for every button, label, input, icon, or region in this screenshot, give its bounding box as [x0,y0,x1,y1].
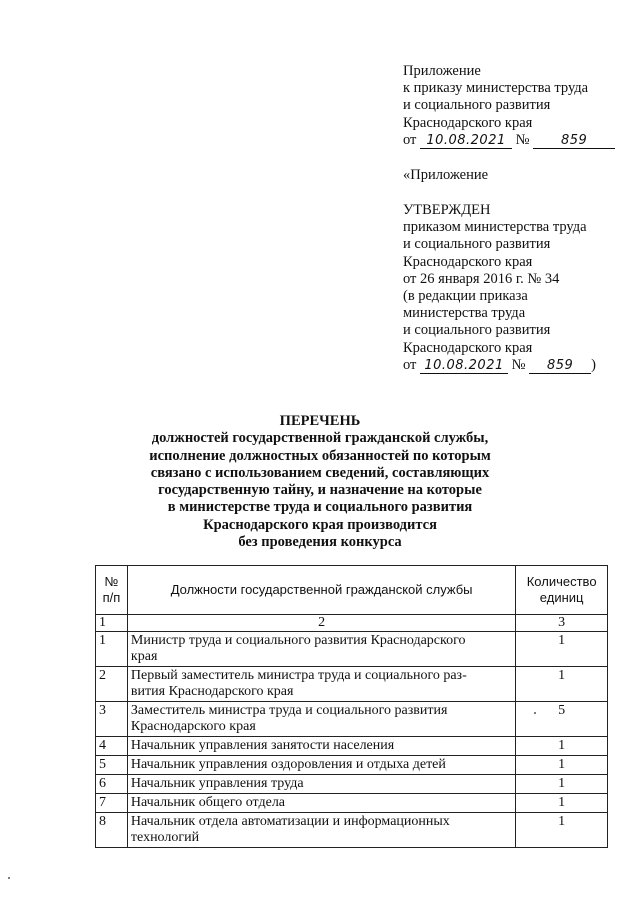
scan-speck [534,712,536,714]
appendix-header [403,63,615,149]
handwritten-date: 10.08.2021 [420,134,512,149]
header-num [96,566,128,615]
row-position [127,702,515,737]
row-qty: 1 [516,813,608,848]
row-qty: 1 [516,667,608,702]
table-row [96,756,608,775]
table-row [96,813,608,848]
row-num: 1 [96,632,128,667]
row-position: Начальник управления занятости населения [127,737,515,756]
position-text: вития Краснодарского края [130,684,294,699]
title-line: без проведения конкурса [238,534,402,551]
title-line: должностей государственной гражданской службы, [151,430,489,447]
title-line: Краснодарского края производится [203,516,437,533]
appendix-line: и социального развития [403,97,551,114]
appendix-line: к приказу министерства труда [403,80,589,97]
row-qty: 1 [516,775,608,794]
column-index: 1 [96,615,128,632]
column-index: 3 [516,615,608,632]
number-prefix: № [511,356,526,373]
handwritten-date: 10.08.2021 [420,359,508,374]
approved-block [403,202,596,374]
header-qty-line1: Количество [526,574,597,589]
header-num-line2: п/п [102,590,121,605]
document-title [140,413,500,551]
row-qty: 1 [516,794,608,813]
row-qty: 1 [516,737,608,756]
approved-line: и социального развития [403,322,551,339]
column-index: 2 [127,615,515,632]
table-row [96,702,608,737]
row-qty: 1 [516,632,608,667]
appendix-line: Приложение [403,63,481,79]
header-position: Должности государственной гражданской службы [127,566,515,615]
header-num-line1: № [104,574,119,589]
approved-line: от 26 января 2016 г. № 34 [403,270,560,287]
row-position: Начальник управления труда [127,775,515,794]
header-qty-line2: единиц [539,590,584,605]
row-num: 2 [96,667,128,702]
row-num: 5 [96,756,128,775]
table-header-row [96,566,608,615]
position-text: Краснодарского края [130,719,256,734]
position-text: Начальник отдела автоматизации и информационных [130,814,450,829]
number-prefix: № [515,131,530,148]
table-row [96,632,608,667]
row-position [127,813,515,848]
handwritten-number: 859 [529,359,591,374]
title-line: связано с использованием сведений, составляющих [150,464,490,481]
position-text: Первый заместитель министра труда и социального раз- [130,668,467,683]
position-text: края [130,649,158,664]
title-line: государственную тайну, и назначение на которые [158,482,482,499]
approved-heading: УТВЕРЖДЕН [403,202,491,218]
approved-line: и социального развития [403,236,551,253]
approved-line: Краснодарского края [403,339,533,356]
handwritten-number: 859 [533,134,615,149]
appendix-line: Краснодарского края [403,114,533,131]
row-num: 6 [96,775,128,794]
approved-line: (в редакции приказа [403,288,528,305]
header-qty [516,566,608,615]
table-row [96,775,608,794]
row-num: 3 [96,702,128,737]
approved-line: приказом министерства труда [403,219,587,236]
column-index-row [96,615,608,632]
appendix-quote-text: «Приложение [403,167,489,183]
approved-line: Краснодарского края [403,253,533,270]
table-row [96,667,608,702]
date-prefix: от [403,356,417,373]
appendix-date-line [403,132,615,149]
appendix-quote [403,167,488,184]
row-position: Начальник управления оздоровления и отдыха детей [127,756,515,775]
positions-table [95,565,608,848]
row-position [127,632,515,667]
title-line: в министерстве труда и социального развития [167,499,473,516]
date-prefix: от [403,131,417,148]
row-num: 8 [96,813,128,848]
title-line: ПЕРЕЧЕНЬ [279,413,361,429]
position-text: Министр труда и социального развития Краснодарского [130,633,466,648]
table-row [96,737,608,756]
table-row [96,794,608,813]
position-text: Заместитель министра труда и социального развития [130,703,448,718]
row-qty: 1 [516,756,608,775]
approved-line: министерства труда [403,305,526,322]
row-position [127,667,515,702]
title-line: исполнение должностных обязанностей по которым [149,447,491,464]
scan-speck [8,877,10,879]
row-num: 7 [96,794,128,813]
close-paren: ) [591,356,596,373]
row-num: 4 [96,737,128,756]
position-text: технологий [130,830,200,845]
approved-date-line [403,357,596,374]
row-position: Начальник общего отдела [127,794,515,813]
row-qty: 5 [516,702,608,737]
